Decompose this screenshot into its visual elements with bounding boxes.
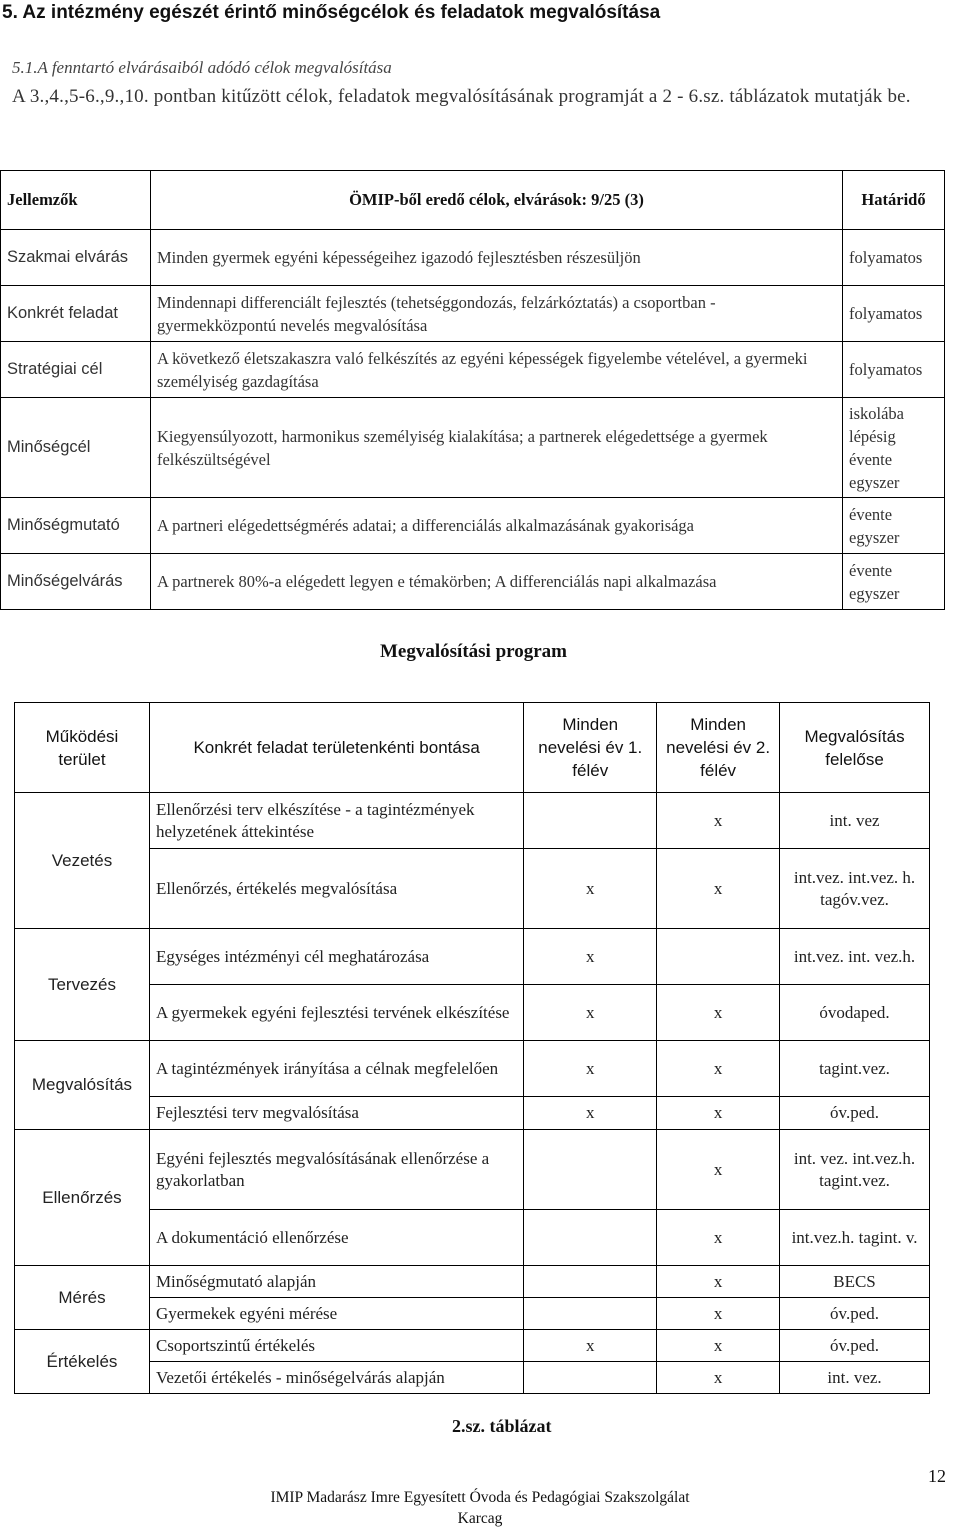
row-label: Minőségcél — [1, 398, 151, 498]
task-cell: Minőségmutató alapján — [149, 1266, 523, 1298]
table-row — [15, 1041, 930, 1097]
responsible-cell: int. vez — [780, 793, 930, 849]
semester1-cell — [524, 1362, 657, 1394]
task-cell: A gyermekek egyéni fejlesztési tervének elkészítése — [149, 985, 523, 1041]
semester2-cell: x — [657, 1298, 780, 1330]
table-row — [15, 1210, 930, 1266]
semester2-cell: x — [657, 985, 780, 1041]
responsible-cell: óvodaped. — [780, 985, 930, 1041]
table-row — [15, 849, 930, 929]
semester2-cell: x — [657, 1362, 780, 1394]
table-row — [15, 1330, 930, 1362]
header-task: Konkrét feladat területenkénti bontása — [149, 703, 523, 793]
responsible-cell: tagint.vez. — [780, 1041, 930, 1097]
semester2-cell: x — [657, 1210, 780, 1266]
task-cell: Fejlesztési terv megvalósítása — [149, 1097, 523, 1130]
semester1-cell: x — [524, 929, 657, 985]
footer-institution: IMIP Madarász Imre Egyesített Óvoda és Pedagógiai Szakszolgálat — [270, 1489, 690, 1506]
header-goals: ÖMIP-ből eredő célok, elvárások: 9/25 (3) — [150, 171, 842, 230]
goals-table-header — [1, 171, 945, 230]
row-label: Minőségelvárás — [1, 554, 151, 610]
task-cell: Gyermekek egyéni mérése — [149, 1298, 523, 1330]
task-cell: Ellenőrzési terv elkészítése - a tagintézmények helyzetének áttekintése — [149, 793, 523, 849]
section-heading: 5. Az intézmény egészét érintő minőségcélok és feladatok megvalósítása — [2, 2, 661, 23]
row-text: Mindennapi differenciált fejlesztés (tehetséggondozás, felzárkóztatás) a csoportban - gyermekközpontú nevelés megvalósítása — [150, 286, 842, 342]
header-semester-2: Minden nevelési év 2. félév — [657, 703, 780, 793]
row-label: Stratégiai cél — [1, 342, 151, 398]
table-row — [15, 1362, 930, 1394]
table-row — [15, 1298, 930, 1330]
row-deadline: iskolába lépésig évente egyszer — [843, 398, 945, 498]
task-cell: Egyéni fejlesztés megvalósításának ellenőrzése a gyakorlatban — [149, 1130, 523, 1210]
semester1-cell: x — [524, 1041, 657, 1097]
program-table — [14, 702, 930, 1394]
responsible-cell: int.vez.h. tagint. v. — [780, 1210, 930, 1266]
task-cell: Csoportszintű értékelés — [149, 1330, 523, 1362]
semester1-cell: x — [524, 1097, 657, 1130]
area-control: Ellenőrzés — [15, 1130, 150, 1266]
row-text: Minden gyermek egyéni képességeihez igazodó fejlesztésben részesüljön — [150, 230, 842, 286]
semester2-cell: x — [657, 849, 780, 929]
footer-city: Karcag — [457, 1510, 503, 1527]
subsection-heading: 5.1.A fenntartó elvárásaiból adódó célok megvalósítása — [12, 58, 392, 77]
task-cell: Vezetői értékelés - minőségelvárás alapján — [149, 1362, 523, 1394]
header-characteristics: Jellemzők — [1, 171, 151, 230]
responsible-cell: int.vez. int. vez.h. — [780, 929, 930, 985]
table-row — [15, 793, 930, 849]
semester1-cell — [524, 1298, 657, 1330]
responsible-cell: óv.ped. — [780, 1330, 930, 1362]
table-row — [15, 1130, 930, 1210]
semester1-cell — [524, 793, 657, 849]
table-row — [1, 342, 945, 398]
semester2-cell: x — [657, 1130, 780, 1210]
task-cell: Ellenőrzés, értékelés megvalósítása — [149, 849, 523, 929]
task-cell: Egységes intézményi cél meghatározása — [149, 929, 523, 985]
semester2-cell: x — [657, 1097, 780, 1130]
row-label: Minőségmutató — [1, 498, 151, 554]
responsible-cell: int. vez. int.vez.h. tagint.vez. — [780, 1130, 930, 1210]
intro-paragraph: A 3.,4.,5-6.,9.,10. pontban kitűzött célok, feladatok megvalósításának programját a 2 - 6.sz. táblázatok mutatják be. — [12, 86, 911, 107]
page-number: 12 — [928, 1466, 946, 1486]
table-caption: 2.sz. táblázat — [452, 1416, 552, 1436]
semester1-cell: x — [524, 849, 657, 929]
table-row — [15, 985, 930, 1041]
task-cell: A dokumentáció ellenőrzése — [149, 1210, 523, 1266]
header-semester-1: Minden nevelési év 1. félév — [524, 703, 657, 793]
responsible-cell: BECS — [780, 1266, 930, 1298]
row-label: Konkrét feladat — [1, 286, 151, 342]
row-deadline: folyamatos — [843, 286, 945, 342]
semester1-cell — [524, 1210, 657, 1266]
program-title: Megvalósítási program — [380, 641, 567, 662]
semester1-cell: x — [524, 985, 657, 1041]
table-row — [15, 1097, 930, 1130]
semester2-cell — [657, 929, 780, 985]
table-row — [15, 1266, 930, 1298]
responsible-cell: int.vez. int.vez. h. tagóv.vez. — [780, 849, 930, 929]
header-area: Működési terület — [15, 703, 150, 793]
responsible-cell: óv.ped. — [780, 1298, 930, 1330]
area-measurement: Mérés — [15, 1266, 150, 1330]
header-responsible: Megvalósítás felelőse — [780, 703, 930, 793]
responsible-cell: óv.ped. — [780, 1097, 930, 1130]
goals-table — [0, 170, 945, 610]
semester1-cell: x — [524, 1330, 657, 1362]
semester1-cell — [524, 1266, 657, 1298]
area-planning: Tervezés — [15, 929, 150, 1041]
responsible-cell: int. vez. — [780, 1362, 930, 1394]
area-implementation: Megvalósítás — [15, 1041, 150, 1130]
table-row — [1, 498, 945, 554]
semester1-cell — [524, 1130, 657, 1210]
semester2-cell: x — [657, 793, 780, 849]
table-row — [1, 286, 945, 342]
row-deadline: évente egyszer — [843, 498, 945, 554]
table-row — [1, 398, 945, 498]
row-deadline: folyamatos — [843, 342, 945, 398]
row-deadline: évente egyszer — [843, 554, 945, 610]
semester2-cell: x — [657, 1041, 780, 1097]
area-leadership: Vezetés — [15, 793, 150, 929]
table-row — [1, 554, 945, 610]
semester2-cell: x — [657, 1266, 780, 1298]
row-text: A következő életszakaszra való felkészítés az egyéni képességek figyelembe vételével, a gyermeki személyiség gazdagítása — [150, 342, 842, 398]
row-label: Szakmai elvárás — [1, 230, 151, 286]
table-row — [15, 929, 930, 985]
task-cell: A tagintézmények irányítása a célnak megfelelően — [149, 1041, 523, 1097]
program-table-header — [15, 703, 930, 793]
area-evaluation: Értékelés — [15, 1330, 150, 1394]
row-text: A partnerek 80%-a elégedett legyen e témakörben; A differenciálás napi alkalmazása — [150, 554, 842, 610]
semester2-cell: x — [657, 1330, 780, 1362]
table-row — [1, 230, 945, 286]
header-deadline: Határidő — [843, 171, 945, 230]
row-text: A partneri elégedettségmérés adatai; a differenciálás alkalmazásának gyakorisága — [150, 498, 842, 554]
row-text: Kiegyensúlyozott, harmonikus személyiség kialakítása; a partnerek elégedettsége a gyermek felkészültségével — [150, 398, 842, 498]
row-deadline: folyamatos — [843, 230, 945, 286]
